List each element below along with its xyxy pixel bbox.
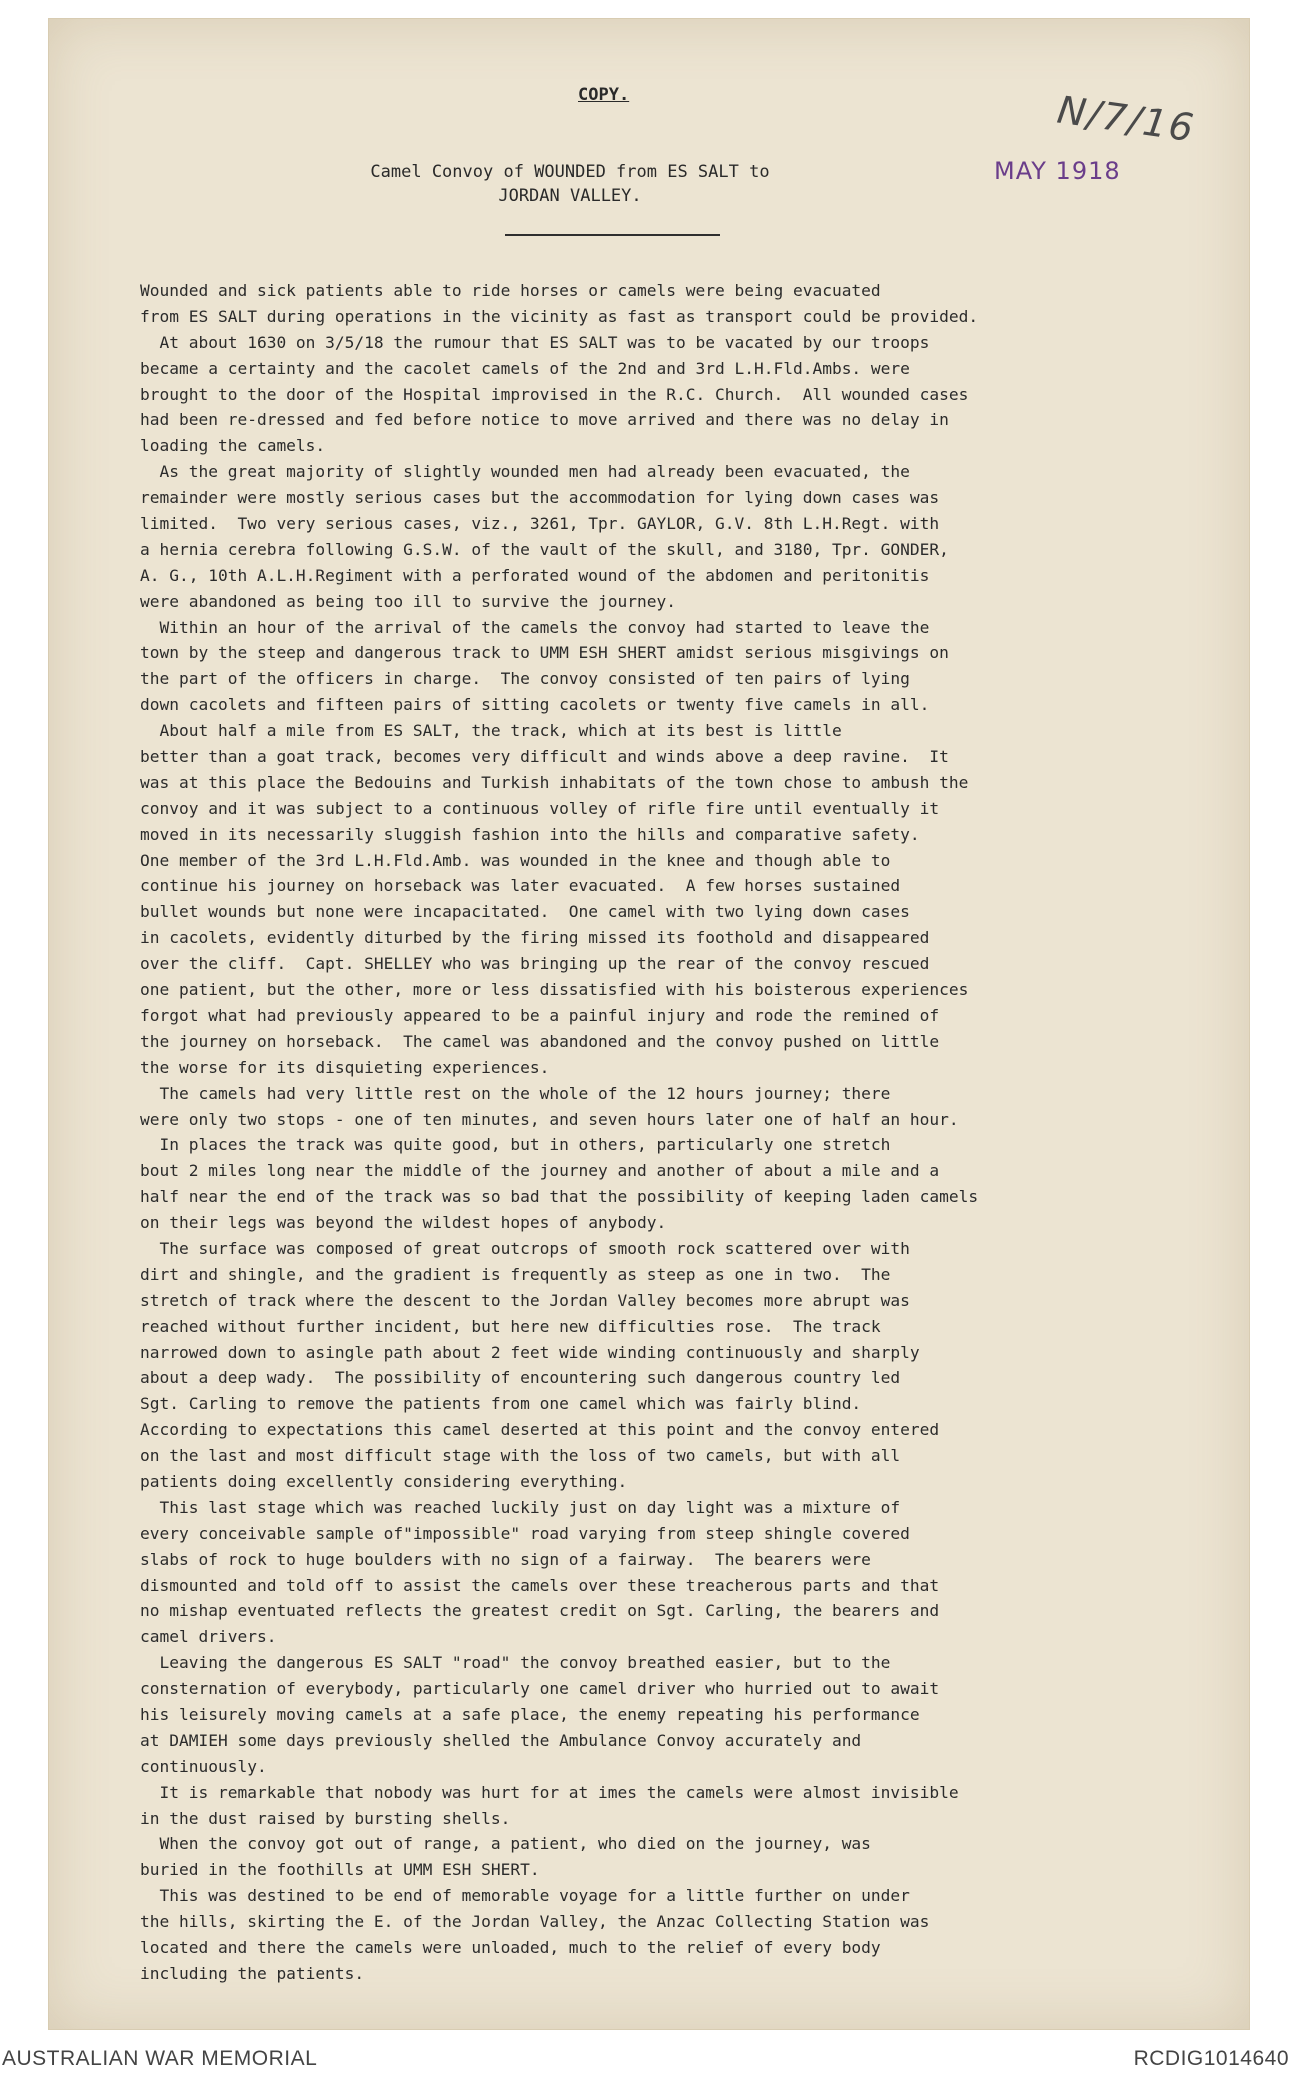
item-id: RCDIG1014640 <box>1133 2047 1289 2070</box>
text-line: on the last and most difficult stage with the loss of two camels, but with all <box>140 1446 901 1466</box>
text-line: This was destined to be end of memorable voyage for a little further on under <box>140 1886 910 1906</box>
text-line: dismounted and told off to assist the camels over these treacherous parts and that <box>140 1575 940 1595</box>
text-line: As the great majority of slightly wounded men had already been evacuated, the <box>140 462 910 482</box>
text-line: the part of the officers in charge. The convoy consisted of ten pairs of lying <box>140 669 910 689</box>
text-line: patients doing excellently considering everything. <box>140 1471 628 1491</box>
text-line: became a certainty and the cacolet camels of the 2nd and 3rd L.H.Fld.Ambs. were <box>140 358 910 378</box>
text-line: remainder were mostly serious cases but the accommodation for lying down cases was <box>140 488 940 508</box>
text-line: every conceivable sample of"impossible" road varying from steep shingle covered <box>140 1523 910 1543</box>
text-line: reached without further incident, but here new difficulties rose. The track <box>140 1316 881 1336</box>
copy-label: COPY. <box>578 85 630 105</box>
text-line: continue his journey on horseback was later evacuated. A few horses sustained <box>140 876 901 896</box>
text-line: had been re-dressed and fed before notice to move arrived and there was no delay in <box>140 410 949 430</box>
text-line: buried in the foothills at UMM ESH SHERT. <box>140 1860 540 1880</box>
text-line: At about 1630 on 3/5/18 the rumour that ES SALT was to be vacated by our troops <box>140 332 930 352</box>
text-line: moved in its necessarily sluggish fashion into the hills and comparative safety. <box>140 824 920 844</box>
text-line: was at this place the Bedouins and Turkish inhabitats of the town chose to ambush the <box>140 772 969 792</box>
text-line: bout 2 miles long near the middle of the journey and another of about a mile and a <box>140 1161 940 1181</box>
text-line: It is remarkable that nobody was hurt for at imes the camels were almost invisible <box>140 1782 959 1802</box>
text-line: The camels had very little rest on the whole of the 12 hours journey; there <box>140 1083 891 1103</box>
footer <box>0 2035 1293 2082</box>
text-line: no mishap eventuated reflects the greatest credit on Sgt. Carling, the bearers and <box>140 1601 940 1621</box>
text-line: brought to the door of the Hospital improvised in the R.C. Church. All wounded cases <box>140 384 969 404</box>
text-line: one patient, but the other, more or less dissatisfied with his boisterous experiences <box>140 980 969 1000</box>
text-line: the worse for its disquieting experiences. <box>140 1057 550 1077</box>
text-line: Within an hour of the arrival of the camels the convoy had started to leave the <box>140 617 930 637</box>
text-line: Wounded and sick patients able to ride horses or camels were being evacuated <box>140 281 881 300</box>
text-line: consternation of everybody, particularly one camel driver who hurried out to await <box>140 1679 940 1699</box>
text-line: about a deep wady. The possibility of encountering such dangerous country led <box>140 1368 901 1388</box>
text-line: including the patients. <box>140 1963 365 1983</box>
handwritten-reference: N/7/16 <box>1054 87 1198 151</box>
document-body <box>140 278 1240 1987</box>
text-line: According to expectations this camel deserted at this point and the convoy entered <box>140 1420 940 1440</box>
text-line: continuously. <box>140 1756 267 1776</box>
text-line: stretch of track where the descent to the Jordan Valley becomes more abrupt was <box>140 1290 910 1310</box>
text-line: loading the camels. <box>140 436 326 456</box>
text-line: were abandoned as being too ill to survive the journey. <box>140 591 677 611</box>
text-line: better than a goat track, becomes very difficult and winds above a deep ravine. It <box>140 747 949 767</box>
text-line: This last stage which was reached luckily just on day light was a mixture of <box>140 1497 901 1517</box>
text-line: town by the steep and dangerous track to UMM ESH SHERT amidst serious misgivings on <box>140 643 949 663</box>
text-line: narrowed down to asingle path about 2 feet wide winding continuously and sharply <box>140 1342 920 1362</box>
text-line: half near the end of the track was so bad that the possibility of keeping laden camels <box>140 1187 979 1207</box>
text-line: over the cliff. Capt. SHELLEY who was bringing up the rear of the convoy rescued <box>140 954 930 974</box>
text-line: One member of the 3rd L.H.Fld.Amb. was wounded in the knee and though able to <box>140 850 891 870</box>
text-line: forgot what had previously appeared to be a painful injury and rode the remined of <box>140 1005 940 1025</box>
text-line: limited. Two very serious cases, viz., 3261, Tpr. GAYLOR, G.V. 8th L.H.Regt. with <box>140 514 940 534</box>
date-stamp: MAY 1918 <box>994 157 1121 185</box>
title-line: Camel Convoy of WOUNDED from ES SALT to <box>370 162 770 182</box>
text-line: the hills, skirting the E. of the Jordan Valley, the Anzac Collecting Station was <box>140 1912 930 1932</box>
text-line: his leisurely moving camels at a safe place, the enemy repeating his performance <box>140 1704 920 1724</box>
text-line: When the convoy got out of range, a patient, who died on the journey, was <box>140 1834 871 1854</box>
title-line: JORDAN VALLEY. <box>498 186 642 206</box>
text-line: at DAMIEH some days previously shelled the Ambulance Convoy accurately and <box>140 1730 862 1750</box>
text-line: a hernia cerebra following G.S.W. of the vault of the skull, and 3180, Tpr. GONDER, <box>140 539 949 559</box>
text-line: in the dust raised by bursting shells. <box>140 1808 511 1828</box>
text-line: A. G., 10th A.L.H.Regiment with a perforated wound of the abdomen and peritonitis <box>140 565 930 585</box>
text-line: were only two stops - one of ten minutes, and seven hours later one of half an hour. <box>140 1109 959 1129</box>
text-line: the journey on horseback. The camel was abandoned and the convoy pushed on little <box>140 1031 940 1051</box>
text-line: Sgt. Carling to remove the patients from one camel which was fairly blind. <box>140 1394 862 1414</box>
institution-label: AUSTRALIAN WAR MEMORIAL <box>2 2047 318 2070</box>
text-line: down cacolets and fifteen pairs of sitting cacolets or twenty five camels in all. <box>140 695 930 715</box>
text-line: in cacolets, evidently diturbed by the firing missed its foothold and disappeared <box>140 928 930 948</box>
text-line: About half a mile from ES SALT, the track, which at its best is little <box>140 721 842 741</box>
text-line: The surface was composed of great outcrops of smooth rock scattered over with <box>140 1238 910 1258</box>
text-line: In places the track was quite good, but in others, particularly one stretch <box>140 1135 891 1155</box>
text-line: Leaving the dangerous ES SALT "road" the convoy breathed easier, but to the <box>140 1653 891 1673</box>
text-line: from ES SALT during operations in the vicinity as fast as transport could be provided. <box>140 306 979 326</box>
title-underline <box>505 234 720 236</box>
text-line: on their legs was beyond the wildest hopes of anybody. <box>140 1213 667 1233</box>
text-line: slabs of rock to huge boulders with no sign of a fairway. The bearers were <box>140 1549 871 1569</box>
text-line: convoy and it was subject to a continuous volley of rifle fire until eventually it <box>140 798 940 818</box>
text-line: located and there the camels were unloaded, much to the relief of every body <box>140 1938 881 1957</box>
text-line: bullet wounds but none were incapacitated. One camel with two lying down cases <box>140 902 910 922</box>
text-line: camel drivers. <box>140 1627 277 1647</box>
text-line: dirt and shingle, and the gradient is frequently as steep as one in two. The <box>140 1264 891 1284</box>
document-title <box>310 160 830 208</box>
